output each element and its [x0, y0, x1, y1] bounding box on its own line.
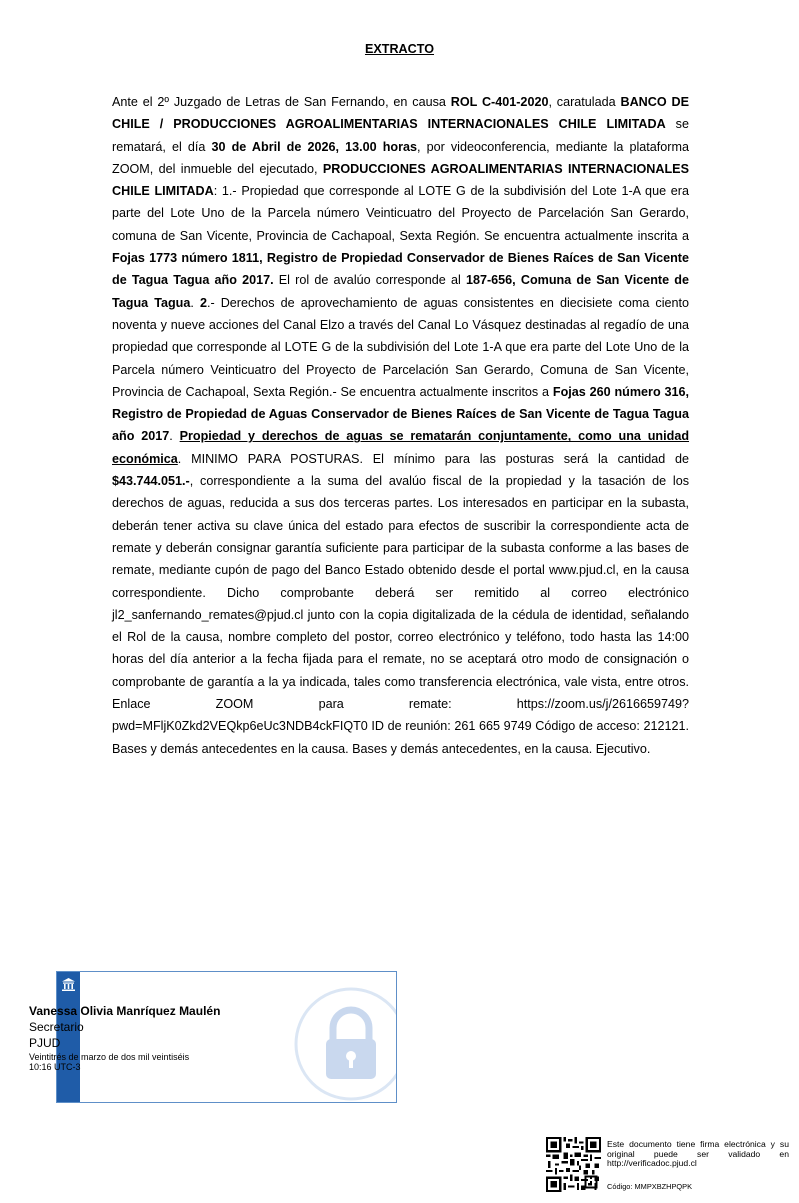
body-text-span: , correspondiente a la suma del avalúo fiscal de la propiedad y la tasación de los derechos de aguas, reducida a sus dos terceras partes. Los interesados en participar en la subasta, deberán tener activa su clave única del estado para efectos de suscribir la correspondiente acta de remate y deberán consignar garantía suficiente para participar de la subasta conforme a las bases de remate, mediante cupón de pago del Banco Estado obtenido desde el portal www.pjud.cl, en la causa correspondiente. Dicho comprobante deberá ser remitido al correo electrónico jl2_sanfernando_remates@pjud.cl junto con la copia digitalizada de la cédula de identidad, señalando el Rol de la causa, nombre completo del postor, correo electrónico y teléfono, todo hasta las 14:00 horas del día anterior a la fecha fijada para el remate, no se aceptará otro modo de consignación o comprobante de garantía a la ya indicada, tales como transferencia electrónica, vale vista, entre otros. Enlace ZOOM para remate: https://zoom.us/j/2616659749?pwd=MFljK0Zkd2VEQkp6eUc3NDB4ckFIQT0 ID de reunión: 261 665 9749 Código de acceso: 212121. Bases y demás antecedentes en la causa. Bases y demás antecedentes, en la causa. Ejecutivo.	[112, 474, 689, 756]
qr-code	[546, 1137, 601, 1192]
case-rol: ROL C-401-2020	[450, 95, 549, 109]
case-caption: BANCO DE CHILE / PRODUCCIONES AGROALIMENTARIAS INTERNACIONALES CHILE LIMITADA	[112, 95, 689, 132]
signature-stripe	[57, 972, 80, 1102]
property-registry: Fojas 1773 número 1811, Registro de Propiedad Conservador de Bienes Raíces de San Vicente de Tagua Tagua año 2017.	[112, 251, 689, 288]
body-text-span: : 1.- Propiedad que corresponde al LOTE G de la subdivisión del Lote 1-A que era parte del Lote Uno de la Parcela número Veinticuatro del Proyecto de Parcelación San Gerardo, comuna de San Vicente, Provincia de Cachapoal, Sexta Región. Se encuentra actualmente inscrita a	[112, 184, 689, 243]
signature-date: Veintitrés de marzo de dos mil veintiséis	[29, 1052, 190, 1062]
item-number: 2	[199, 295, 207, 310]
body-text-span: , caratulada	[548, 95, 621, 109]
body-text-span: , por videoconferencia, mediante la plataforma ZOOM, del inmueble del ejecutado,	[112, 139, 689, 176]
verification-notice: Este documento tiene firma electrónica y su original puede ser validado en http://verificadoc.pjud.cl	[607, 1139, 789, 1169]
courthouse-icon	[61, 977, 76, 992]
body-text-span: El rol de avalúo corresponde al	[273, 273, 466, 288]
appraisal-rol: 187-656, Comuna de San Vicente de Tagua Tagua	[112, 273, 689, 310]
debtor-name: PRODUCCIONES AGROALIMENTARIAS INTERNACIONALES CHILE LIMITADA	[112, 161, 689, 199]
body-text-span: se rematará, el día	[112, 117, 689, 154]
signer-institution: PJUD	[29, 1036, 61, 1050]
padlock-icon	[293, 986, 397, 1102]
body-text-span: Ante el 2º Juzgado de Letras de San Fernando, en causa	[112, 95, 451, 109]
document-title: EXTRACTO	[364, 42, 435, 56]
signature-time: 10:16 UTC-3	[29, 1062, 81, 1072]
water-registry: Fojas 260 número 316, Registro de Propiedad de Aguas Conservador de Bienes Raíces de San Vicente de Tagua Tagua año 2017	[112, 384, 689, 444]
document-body	[112, 91, 689, 760]
signer-name: Vanessa Olivia Manríquez Maulén	[29, 1004, 221, 1018]
signature-box	[56, 971, 397, 1103]
auction-date: 30 de Abril de 2026, 13.00 horas	[211, 139, 417, 154]
body-text-span: .	[169, 429, 180, 444]
body-text-span: . MINIMO PARA POSTURAS. El mínimo para las posturas será la cantidad de	[177, 451, 689, 466]
signer-role: Secretario	[29, 1020, 84, 1034]
body-text-span: .	[190, 295, 200, 310]
body-text-span: .- Derechos de aprovechamiento de aguas consistentes en diecisiete coma ciento noventa y nueve acciones del Canal Elzo a través del Canal Lo Vásquez destinadas al regadío de una propiedad que corresponde al LOTE G de la subdivisión del Lote 1-A que era parte del Lote Uno de la Parcela número Veinticuatro del Proyecto de Parcelación San Gerardo, Comuna de San Vicente, Provincia de Cachapoal, Sexta Región.- Se encuentra actualmente inscritos a	[112, 295, 690, 399]
verification-code: Código: MMPXBZHPQPK	[607, 1182, 693, 1191]
joint-auction-note: Propiedad y derechos de aguas se rematarán conjuntamente, como una unidad económica	[112, 429, 690, 466]
minimum-bid: $43.744.051.-	[112, 474, 190, 489]
